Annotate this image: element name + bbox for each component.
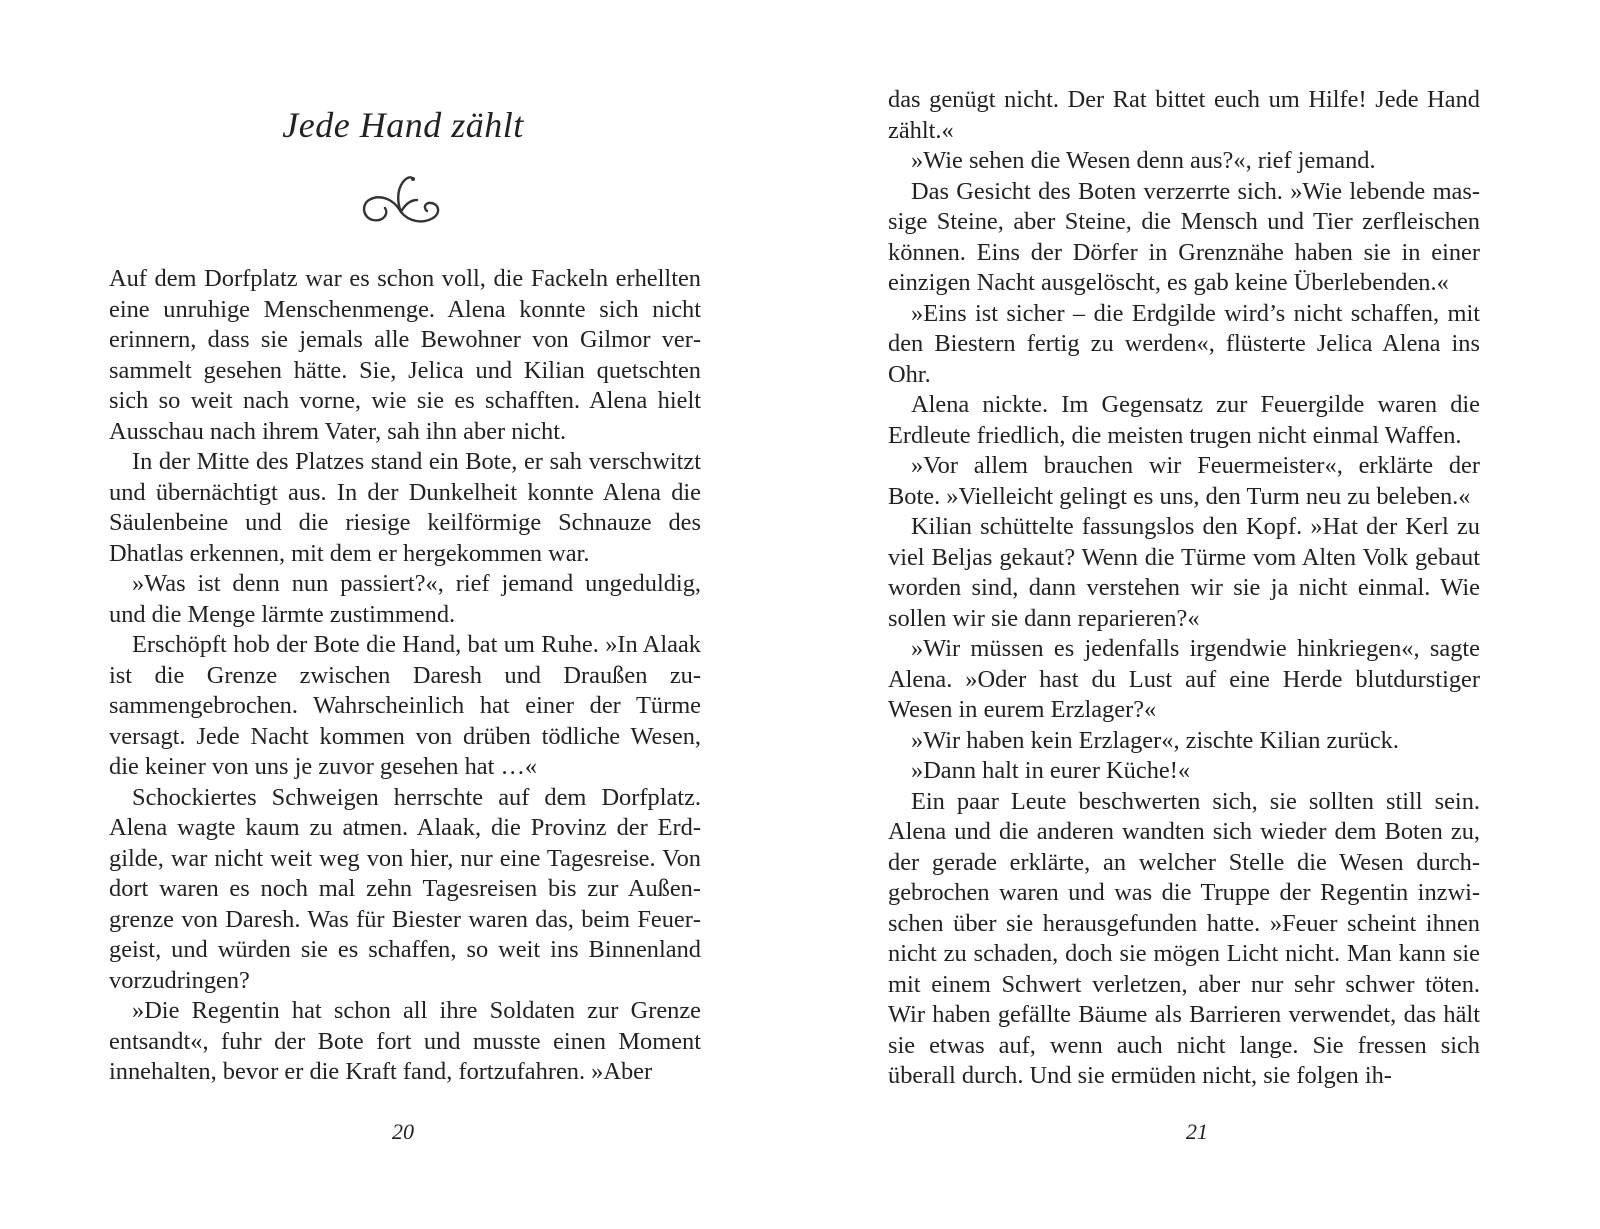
paragraph: »Wir haben kein Erzlager«, zischte Kilian zurück. (911, 726, 1399, 754)
paragraph: Auf dem Dorfplatz war es schon voll, die Fackeln erhellten eine unruhige Menschenmenge. Alena konnte sich nicht erinnern, dass sie jemals alle Bewohner von Gilmor versammelt gesehen hätte. Sie, Jelica und Kilian quetschten sich so weit nach vorne, wie sie es schafften. Alena hielt Ausschau nach ihrem Vater, sah ihn aber nicht. (109, 265, 701, 445)
paragraph: Erschöpft hob der Bote die Hand, bat um Ruhe. »In Alaak ist die Grenze zwischen Daresh und Draußen zusammengebrochen. Wahrscheinlich hat einer der Türme versagt. Jede Nacht kommen von drüben tödliche Wesen, die keiner von uns je zuvor gesehen hat …« (109, 631, 701, 780)
paragraph: Alena nickte. Im Gegensatz zur Feuergilde waren die Erdleute friedlich, die meisten trugen nicht einmal Waffen. (888, 391, 1480, 449)
left-page-text (109, 264, 701, 1088)
paragraph: »Eins ist sicher – die Erdgilde wird’s nicht schaffen, mit den Biestern fertig zu werden«, flüsterte Jelica Alena ins Ohr. (888, 299, 1480, 388)
paragraph: In der Mitte des Platzes stand ein Bote, er sah verschwitzt und übernächtigt aus. In der Dunkelheit konnte Alena die Säulenbeine und die riesige keilförmige Schnauze des Dhatlas erkennen, mit dem er hergekommen war. (109, 448, 701, 567)
paragraph: »Wir müssen es jedenfalls irgendwie hinkriegen«, sagte Alena. »Oder hast du Lust auf eine Herde blutdurstiger Wesen in eurem Erzlager?« (888, 635, 1480, 723)
paragraph: »Wie sehen die Wesen denn aus?«, rief jemand. (911, 147, 1376, 174)
paragraph: Schockiertes Schweigen herrschte auf dem Dorfplatz. Alena wagte kaum zu atmen. Alaak, die Provinz der Erdgilde, war nicht weit weg von hier, nur eine Tagesreise. Von dort waren es noch mal zehn Tagesreisen bis zur Außengrenze von Daresh. Was für Biester waren das, beim Feuergeist, und würden sie es schaffen, so weit ins Binnenland vorzudringen? (109, 783, 701, 994)
paragraph: Ein paar Leute beschwerten sich, sie sollten still sein. Alena und die anderen wandten sich wieder dem Boten zu, der gerade erklärte, an welcher Stelle die Wesen durchgebrochen waren und was die Truppe der Regentin inzwischen über sie herausgefunden hatte. »Feuer scheint ihnen nicht zu schaden, doch sie mögen Licht nicht. Man kann sie mit einem Schwert verletzen, aber nur sehr schwer töten. Wir haben gefällte Bäume als Barrieren verwendet, das hält sie etwas auf, wenn auch nicht lange. Sie fressen sich überall durch. Und sie ermüden nicht, sie folgen ih- (888, 787, 1480, 1089)
chapter-title: Jede Hand zählt (282, 105, 524, 145)
page-number: 20 (392, 1119, 414, 1144)
paragraph: Das Gesicht des Boten verzerrte sich. »Wie lebende massige Steine, aber Steine, die Mensch und Tier zerfleischen können. Eins der Dörfer in Grenznähe haben sie in einer einzigen Nacht ausgelöscht, es gab keine Überlebenden.« (888, 177, 1480, 296)
flourish-ornament-icon (353, 168, 449, 232)
page-number: 21 (1186, 1119, 1208, 1144)
paragraph: »Die Regentin hat schon all ihre Soldaten zur Grenze entsandt«, fuhr der Bote fort und musste einen Moment innehalten, bevor er die Kraft fand, fortzufahren. »Aber (109, 997, 701, 1085)
paragraph: das genügt nicht. Der Rat bittet euch um Hilfe! Jede Hand zählt.« (888, 86, 1480, 144)
paragraph: »Dann halt in eurer Küche!« (911, 757, 1191, 784)
right-page-text (888, 85, 1480, 1092)
paragraph: »Was ist denn nun passiert?«, rief jemand ungeduldig, und die Menge lärmte zustimmend. (109, 570, 701, 628)
paragraph: Kilian schüttelte fassungslos den Kopf. »Hat der Kerl zu viel Beljas gekaut? Wenn die Türme vom Alten Volk gebaut worden sind, dann verstehen wir sie ja nicht einmal. Wie sollen wir sie dann reparieren?« (888, 513, 1480, 632)
paragraph: »Vor allem brauchen wir Feuermeister«, erklärte der Bote. »Vielleicht gelingt es uns, den Turm neu zu beleben.« (888, 452, 1480, 510)
right-page (800, 0, 1600, 1229)
